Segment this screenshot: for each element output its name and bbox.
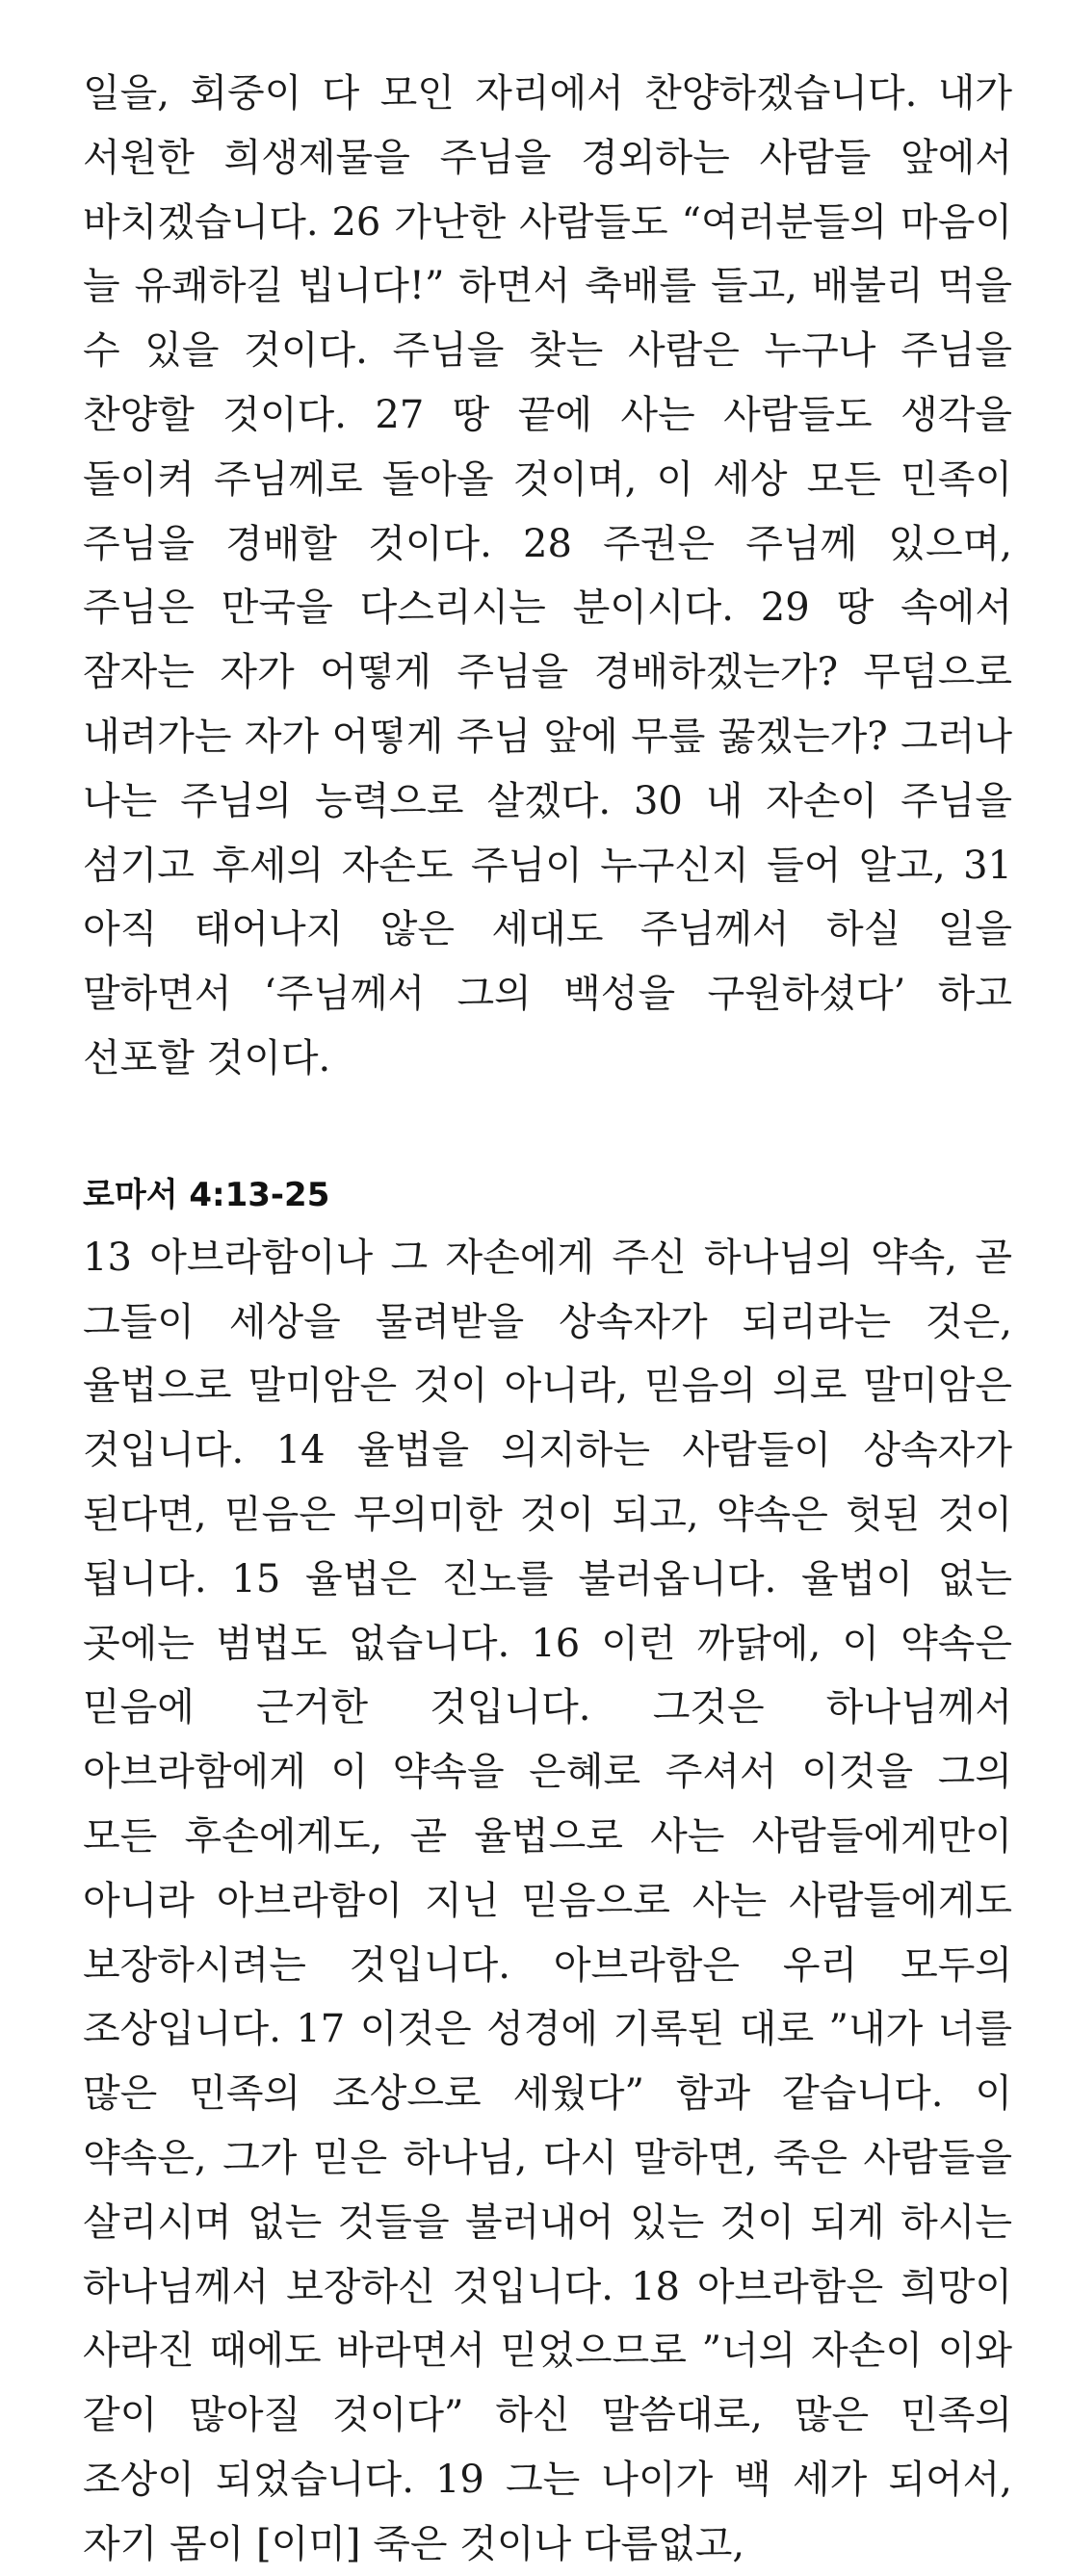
romans-passage-text: 13 아브라함이나 그 자손에게 주신 하나님의 약속, 곧 그들이 세상을 물려받을 상속자가 되리라는 것은, 율법으로 말미암은 것이 아니라, 믿음의 의로 말미암은 것입니다. 14 율법을 의지하는 사람들이 상속자가 된다면, 믿음은 무의미한 것이 되고, 약속은 헛된 것이 됩니다. 15 율법은 진노를 불러옵니다. 율법이 없는 곳에는 범법도 없습니다. 16 이런 까닭에, 이 약속은 믿음에 근거한 것입니다. 그것은 하나님께서 아브라함에게 이 약속을 은혜로 주셔서 이것을 그의 모든 후손에게도, 곧 율법으로 사는 사람들에게만이 아니라 아브라함이 지닌 믿음으로 사는 사람들에게도 보장하시려는 것입니다. 아브라함은 우리 모두의 조상입니다. 17 이것은 성경에 기록된 대로 ”내가 너를 많은 민족의 조상으로 세웠다” 함과 같습니다. 이 약속은, 그가 믿은 하나님, 다시 말하면, 죽은 사람들을 살리시며 없는 것들을 불러내어 있는 것이 되게 하시는 하나님께서 보장하신 것입니다. 18 아브라함은 희망이 사라진 때에도 바라면서 믿었으므로 ”너의 자손이 이와 같이 많아질 것이다” 하신 말씀대로, 많은 민족의 조상이 되었습니다. 19 그는 나이가 백 세가 되어서, 자기 몸이 [이미] 죽은 것이나 다름없고,	[83, 1235, 1012, 2566]
psalm-passage-text: 일을, 회중이 다 모인 자리에서 찬양하겠습니다. 내가 서원한 희생제물을 주님을 경외하는 사람들 앞에서 바치겠습니다. 26 가난한 사람들도 “여러분들의 마음이 늘 유쾌하길 빕니다!” 하면서 축배를 들고, 배불리 먹을 수 있을 것이다. 주님을 찾는 사람은 누구나 주님을 찬양할 것이다. 27 땅 끝에 사는 사람들도 생각을 돌이켜 주님께로 돌아올 것이며, 이 세상 모든 민족이 주님을 경배할 것이다. 28 주권은 주님께 있으며, 주님은 만국을 다스리시는 분이시다. 29 땅 속에서 잠자는 자가 어떻게 주님을 경배하겠는가? 무덤으로 내려가는 자가 어떻게 주님 앞에 무릎 꿇겠는가? 그러나 나는 주님의 능력으로 살겠다. 30 내 자손이 주님을 섬기고 후세의 자손도 주님이 누구신지 들어 알고, 31 아직 태어나지 않은 세대도 주님께서 하실 일을 말하면서 ‘주님께서 그의 백성을 구원하셨다’ 하고 선포할 것이다.	[83, 71, 1012, 1080]
section-heading-romans: 로마서 4:13-25	[83, 1175, 330, 1214]
